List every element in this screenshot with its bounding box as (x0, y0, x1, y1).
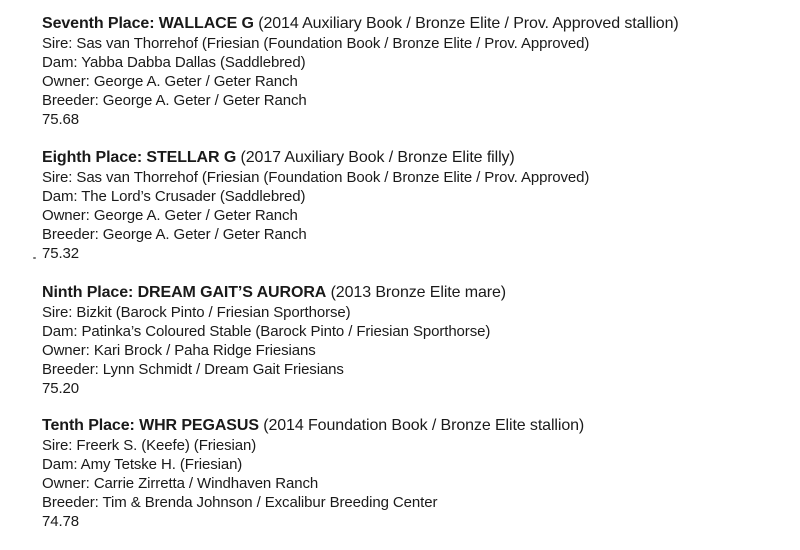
horse-details: (2014 Foundation Book / Bronze Elite stallion) (258, 417, 585, 434)
owner-line: Owner: Carrie Zirretta / Windhaven Ranch (42, 475, 319, 492)
breeder-line: Breeder: Tim & Brenda Johnson / Excalibur Breeding Center (42, 494, 438, 511)
score-line: 74.78 (42, 513, 80, 530)
horse-details: (2013 Bronze Elite mare) (326, 284, 507, 301)
breeder-line: Breeder: George A. Geter / Geter Ranch (42, 92, 307, 109)
result-entry-tenth (42, 416, 792, 531)
place-heading: Tenth Place: WHR PEGASUS (42, 417, 259, 434)
dam-line: Dam: The Lord’s Crusader (Saddlebred) (42, 188, 306, 205)
score-line: 75.20 (42, 380, 80, 397)
dam-line: Dam: Yabba Dabba Dallas (Saddlebred) (42, 54, 306, 71)
sire-line: Sire: Sas van Thorrehof (Friesian (Foundation Book / Bronze Elite / Prov. Approved) (42, 169, 590, 186)
sire-line: Sire: Freerk S. (Keefe) (Friesian) (42, 437, 257, 454)
horse-details: (2014 Auxiliary Book / Bronze Elite / Prov. Approved stallion) (253, 15, 679, 32)
breeder-line: Breeder: Lynn Schmidt / Dream Gait Friesians (42, 361, 344, 378)
owner-line: Owner: George A. Geter / Geter Ranch (42, 73, 298, 90)
horse-details: (2017 Auxiliary Book / Bronze Elite filly) (236, 149, 515, 166)
score-line: 75.68 (42, 111, 80, 128)
scan-speck (33, 257, 36, 259)
dam-line: Dam: Patinka’s Coloured Stable (Barock Pinto / Friesian Sporthorse) (42, 323, 491, 340)
place-heading: Ninth Place: DREAM GAIT’S AURORA (42, 284, 327, 301)
place-heading: Eighth Place: STELLAR G (42, 149, 237, 166)
place-heading: Seventh Place: WALLACE G (42, 15, 254, 32)
sire-line: Sire: Bizkit (Barock Pinto / Friesian Sporthorse) (42, 304, 351, 321)
score-line: 75.32 (42, 245, 80, 262)
owner-line: Owner: George A. Geter / Geter Ranch (42, 207, 298, 224)
entry-title (42, 283, 792, 303)
result-entry-eighth (42, 148, 792, 263)
dam-line: Dam: Amy Tetske H. (Friesian) (42, 456, 243, 473)
breeder-line: Breeder: George A. Geter / Geter Ranch (42, 226, 307, 243)
entry-title (42, 416, 792, 436)
result-entry-seventh (42, 14, 792, 129)
entry-title (42, 148, 792, 168)
entry-title (42, 14, 792, 34)
owner-line: Owner: Kari Brock / Paha Ridge Friesians (42, 342, 316, 359)
result-entry-ninth (42, 283, 792, 398)
sire-line: Sire: Sas van Thorrehof (Friesian (Foundation Book / Bronze Elite / Prov. Approved) (42, 35, 590, 52)
